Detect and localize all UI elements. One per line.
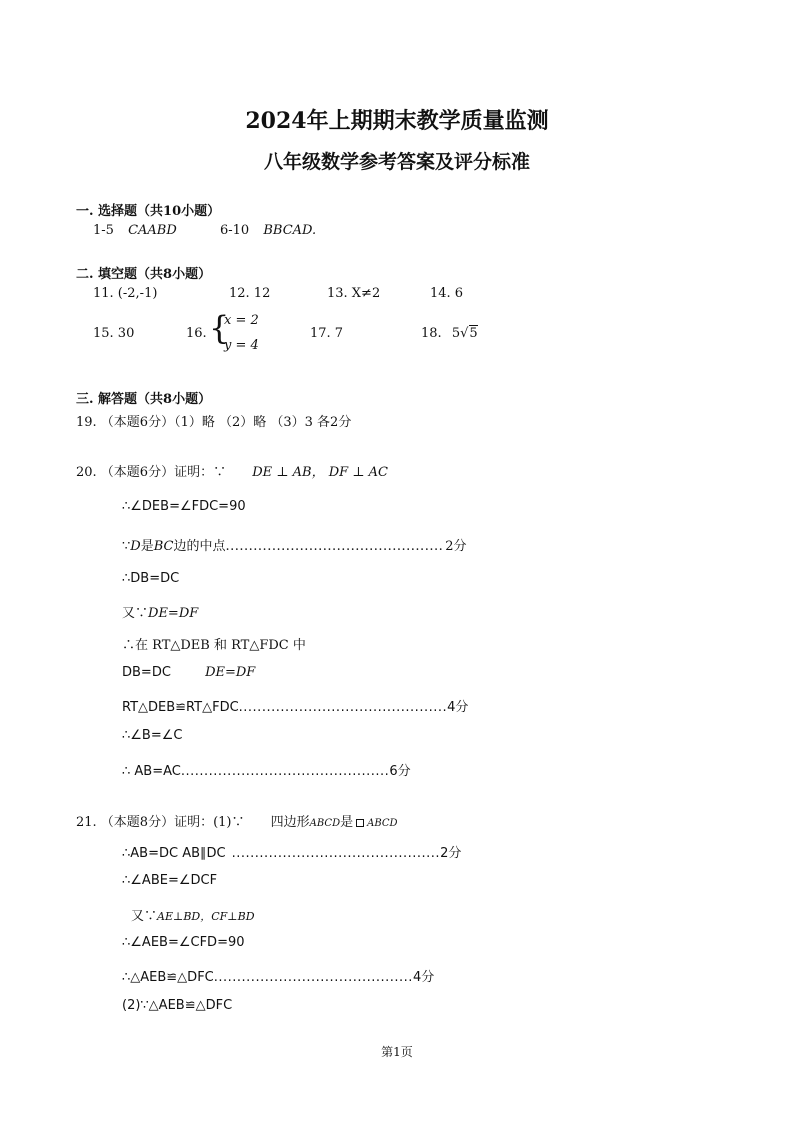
- answer-18: [421, 326, 478, 341]
- q21-l1-text: ∴AB=DC AB∥DC: [122, 846, 226, 861]
- q20-line-3: ∴DB=DC: [122, 571, 180, 586]
- q20-line-7: [122, 696, 468, 715]
- q20-l6-b: DE=DF: [205, 665, 256, 680]
- answer-11: 11. (-2,-1): [93, 286, 158, 301]
- answer-19: 19. （本题6分）（1）略 （2）略 （3）3 各2分: [76, 415, 352, 430]
- q20-intro-math: DE ⊥ AB， DF ⊥ AC: [252, 465, 388, 480]
- q20-line-1: ∴∠DEB=∠FDC=90: [122, 499, 246, 514]
- q21-intro-shi: 是: [340, 815, 354, 830]
- q21-line-5: [122, 966, 434, 985]
- q20-line-6: [122, 665, 255, 680]
- q20-intro: [76, 461, 388, 480]
- answer-18-radicand: 5: [469, 326, 478, 341]
- answer-18-label: 18.: [421, 326, 442, 341]
- q21-l3-a: 又∵: [131, 909, 158, 924]
- parallelogram-icon: [356, 819, 364, 827]
- q20-l2-d: D: [130, 539, 141, 554]
- q20-line-8: ∴∠B=∠C: [122, 728, 183, 743]
- q21-line-4: ∴∠AEB=∠CFD=90: [122, 935, 245, 950]
- q21-intro: [76, 811, 398, 830]
- page-subtitle: 八年级数学参考答案及评分标准: [263, 151, 530, 173]
- q20-line-2: [122, 535, 467, 554]
- answer-16-eq2: y = 4: [224, 338, 259, 353]
- q20-l6-a: DB=DC: [122, 665, 171, 680]
- q21-line-3: [131, 905, 255, 924]
- answer-17: 17. 7: [310, 326, 344, 341]
- q20-l7-score: 4分: [447, 700, 469, 715]
- q20-l7-dots: .............................................: [238, 700, 448, 715]
- q21-l3-b: AE⊥BD，CF⊥BD: [157, 910, 255, 923]
- choice-answers-1-5: [93, 223, 177, 238]
- section-heading-fill: 二. 填空题（共8小题）: [76, 267, 212, 282]
- answer-14: 14. 6: [430, 286, 464, 301]
- q20-l2-shi: 是: [140, 539, 154, 554]
- q20-l9-score: 6分: [389, 764, 411, 779]
- section-heading-solve: 三. 解答题（共8小题）: [76, 392, 212, 407]
- q20-l7-text: RT△DEB≌RT△FDC: [122, 700, 239, 715]
- q20-l4-a: 又∵: [122, 606, 149, 621]
- answer-18-coef: 5: [451, 326, 461, 341]
- equation-brace: {: [209, 309, 230, 347]
- q21-line-1: [122, 842, 461, 861]
- q21-line-2: ∴∠ABE=∠DCF: [122, 873, 218, 888]
- q21-line-6: (2)∵△AEB≌△DFC: [122, 998, 233, 1013]
- q21-intro-abcd-2: ABCD: [367, 818, 398, 829]
- choice-value: BBCAD.: [263, 223, 317, 238]
- choice-label: 1-5: [93, 223, 114, 238]
- q20-l2-score: 2分: [445, 539, 467, 554]
- answer-13: 13. X≠2: [327, 286, 381, 301]
- q20-line-9: [122, 760, 411, 779]
- page-title: 2024年上期期末教学质量监测: [245, 108, 549, 134]
- section-heading-choice: 一. 选择题（共10小题）: [76, 204, 221, 219]
- answer-16-eq1: x = 2: [224, 313, 259, 328]
- q20-l2-because: ∵: [122, 539, 131, 554]
- q20-line-5: ∴在 RT△DEB 和 RT△FDC 中: [122, 638, 306, 653]
- answer-12: 12. 12: [229, 286, 271, 301]
- sqrt-sign: √: [460, 326, 469, 341]
- choice-answers-6-10: [220, 223, 316, 238]
- answer-16-label: 16.: [186, 326, 207, 341]
- q20-l9-dots: .............................................: [180, 764, 390, 779]
- q21-intro-abcd: ABCD: [309, 818, 341, 829]
- q21-l1-score: 2分: [440, 846, 462, 861]
- q20-l2-mid: 边的中点: [173, 539, 226, 554]
- page-footer: 第1页: [381, 1045, 413, 1059]
- q21-l1-dots: .............................................: [231, 846, 441, 861]
- q21-l5-text: ∴△AEB≌△DFC: [122, 970, 214, 985]
- q20-l2-dots: ...............................................: [225, 539, 444, 554]
- q20-intro-text: 20. （本题6分）证明：∵: [76, 465, 227, 480]
- q20-line-4: [122, 602, 198, 621]
- q20-l9-text: ∴ AB=AC: [122, 764, 181, 779]
- q21-intro-quad: 四边形: [270, 815, 310, 830]
- q21-l5-dots: ...........................................: [213, 970, 413, 985]
- answer-15: 15. 30: [93, 326, 135, 341]
- q20-l2-bc: BC: [153, 539, 174, 554]
- choice-label: 6-10: [220, 223, 250, 238]
- choice-value: CAABD: [128, 223, 177, 238]
- q21-intro-text: 21. （本题8分）证明：(1)∵: [76, 815, 245, 830]
- q21-l5-score: 4分: [412, 970, 435, 985]
- q20-l4-b: DE=DF: [148, 606, 199, 621]
